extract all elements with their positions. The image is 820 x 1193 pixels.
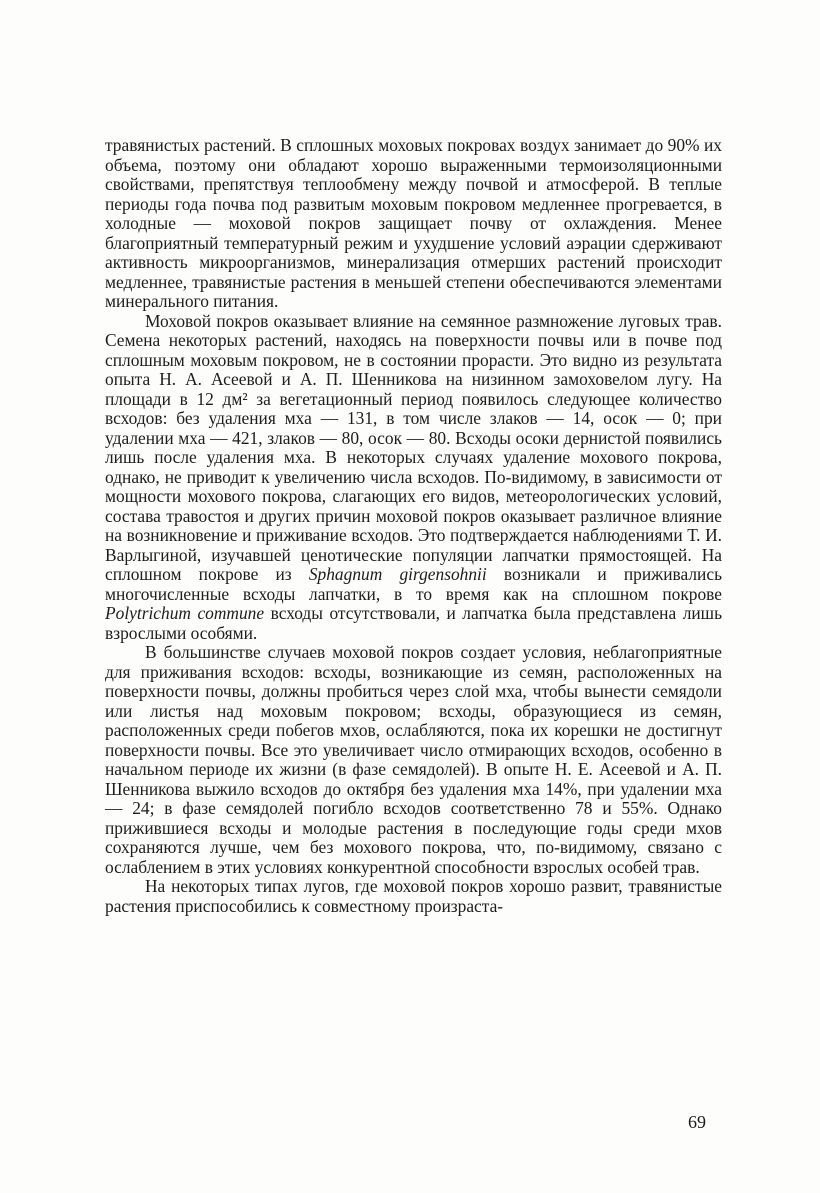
paragraph-text: всходы отсутствовали, и лапчатка была представлена лишь взрослыми особями. <box>105 603 722 643</box>
paragraph-text: На некоторых типах лугов, где моховой покров хорошо развит, травянистые растения приспособились к совместному произраста- <box>105 876 722 916</box>
paragraph-text: возникали и приживались многочисленные всходы лапчатки, в то время как на сплошном покрове <box>105 564 722 604</box>
paragraph <box>105 312 722 644</box>
paragraph-text: Моховой покров оказывает влияние на семянное размножение луговых трав. Семена некоторых растений, находясь на поверхности почвы или в почве под сплошным моховым покровом, не в состоянии прорасти. Это видно из результата опыта Н. А. Асеевой и А. П. Шенникова на низинном замоховелом лугу. На площади в 12 дм² за вегетационный период появилось следующее количество всходов: без удаления мха — 131, в том числе злаков — 14, осок — 0; при удалении мха — 421, злаков — 80, осок — 80. Всходы осоки дернистой появились лишь после удаления мха. В некоторых случаях удаление мохового покрова, однако, не приводит к увеличению числа всходов. По-видимому, в зависимости от мощности мохового покрова, слагающих его видов, метеорологических условий, состава травостоя и других причин моховой покров оказывает различное влияние на возникновение и приживание всходов. Это подтверждается наблюдениями Т. И. Варлыгиной, изучавшей ценотические популяции лапчатки прямостоящей. На сплошном покрове из <box>105 310 722 584</box>
paragraph <box>105 643 722 877</box>
species-name: Sphagnum girgensohnii <box>308 564 487 584</box>
paragraph <box>105 877 722 916</box>
paragraph <box>105 136 722 312</box>
paragraph-text: В большинстве случаев моховой покров создает условия, неблагоприятные для приживания всходов: всходы, возникающие из семян, расположенных на поверхности почвы, должны пробиться через слой мха, чтобы вынести семядоли или листья над моховым покровом; всходы, образующиеся из семян, расположенных среди побегов мхов, ослабляются, пока их корешки не достигнут поверхности почвы. Все это увеличивает число отмирающих всходов, особенно в начальном периоде их жизни (в фазе семядолей). В опыте Н. Е. Асеевой и А. П. Шенникова выжило всходов до октября без удаления мха 14%, при удалении мха — 24; в фазе семядолей погибло всходов соответственно 78 и 55%. Однако прижившиеся всходы и молодые растения в последующие годы среди мхов сохраняются лучше, чем без мохового покрова, что, по-видимому, связано с ослаблением в этих условиях конкурентной способности взрослых особей трав. <box>105 642 722 877</box>
species-name: Polytrichum commune <box>105 603 265 623</box>
body-text <box>105 136 722 916</box>
page-number: 69 <box>688 1112 706 1132</box>
paragraph-text: травянистых растений. В сплошных моховых покровах воздух занимает до 90% их объема, поэтому они обладают хорошо выраженными термоизоляционными свойствами, препятствуя теплообмену между почвой и атмосферой. В теплые периоды года почва под развитым моховым покровом медленнее прогревается, в холодные — моховой покров защищает почву от охлаждения. Менее благоприятный температурный режим и ухудшение условий аэрации сдерживают активность микроорганизмов, минерализация отмерших растений происходит медленнее, травянистые растения в меньшей степени обеспечиваются элементами минерального питания. <box>105 135 722 311</box>
